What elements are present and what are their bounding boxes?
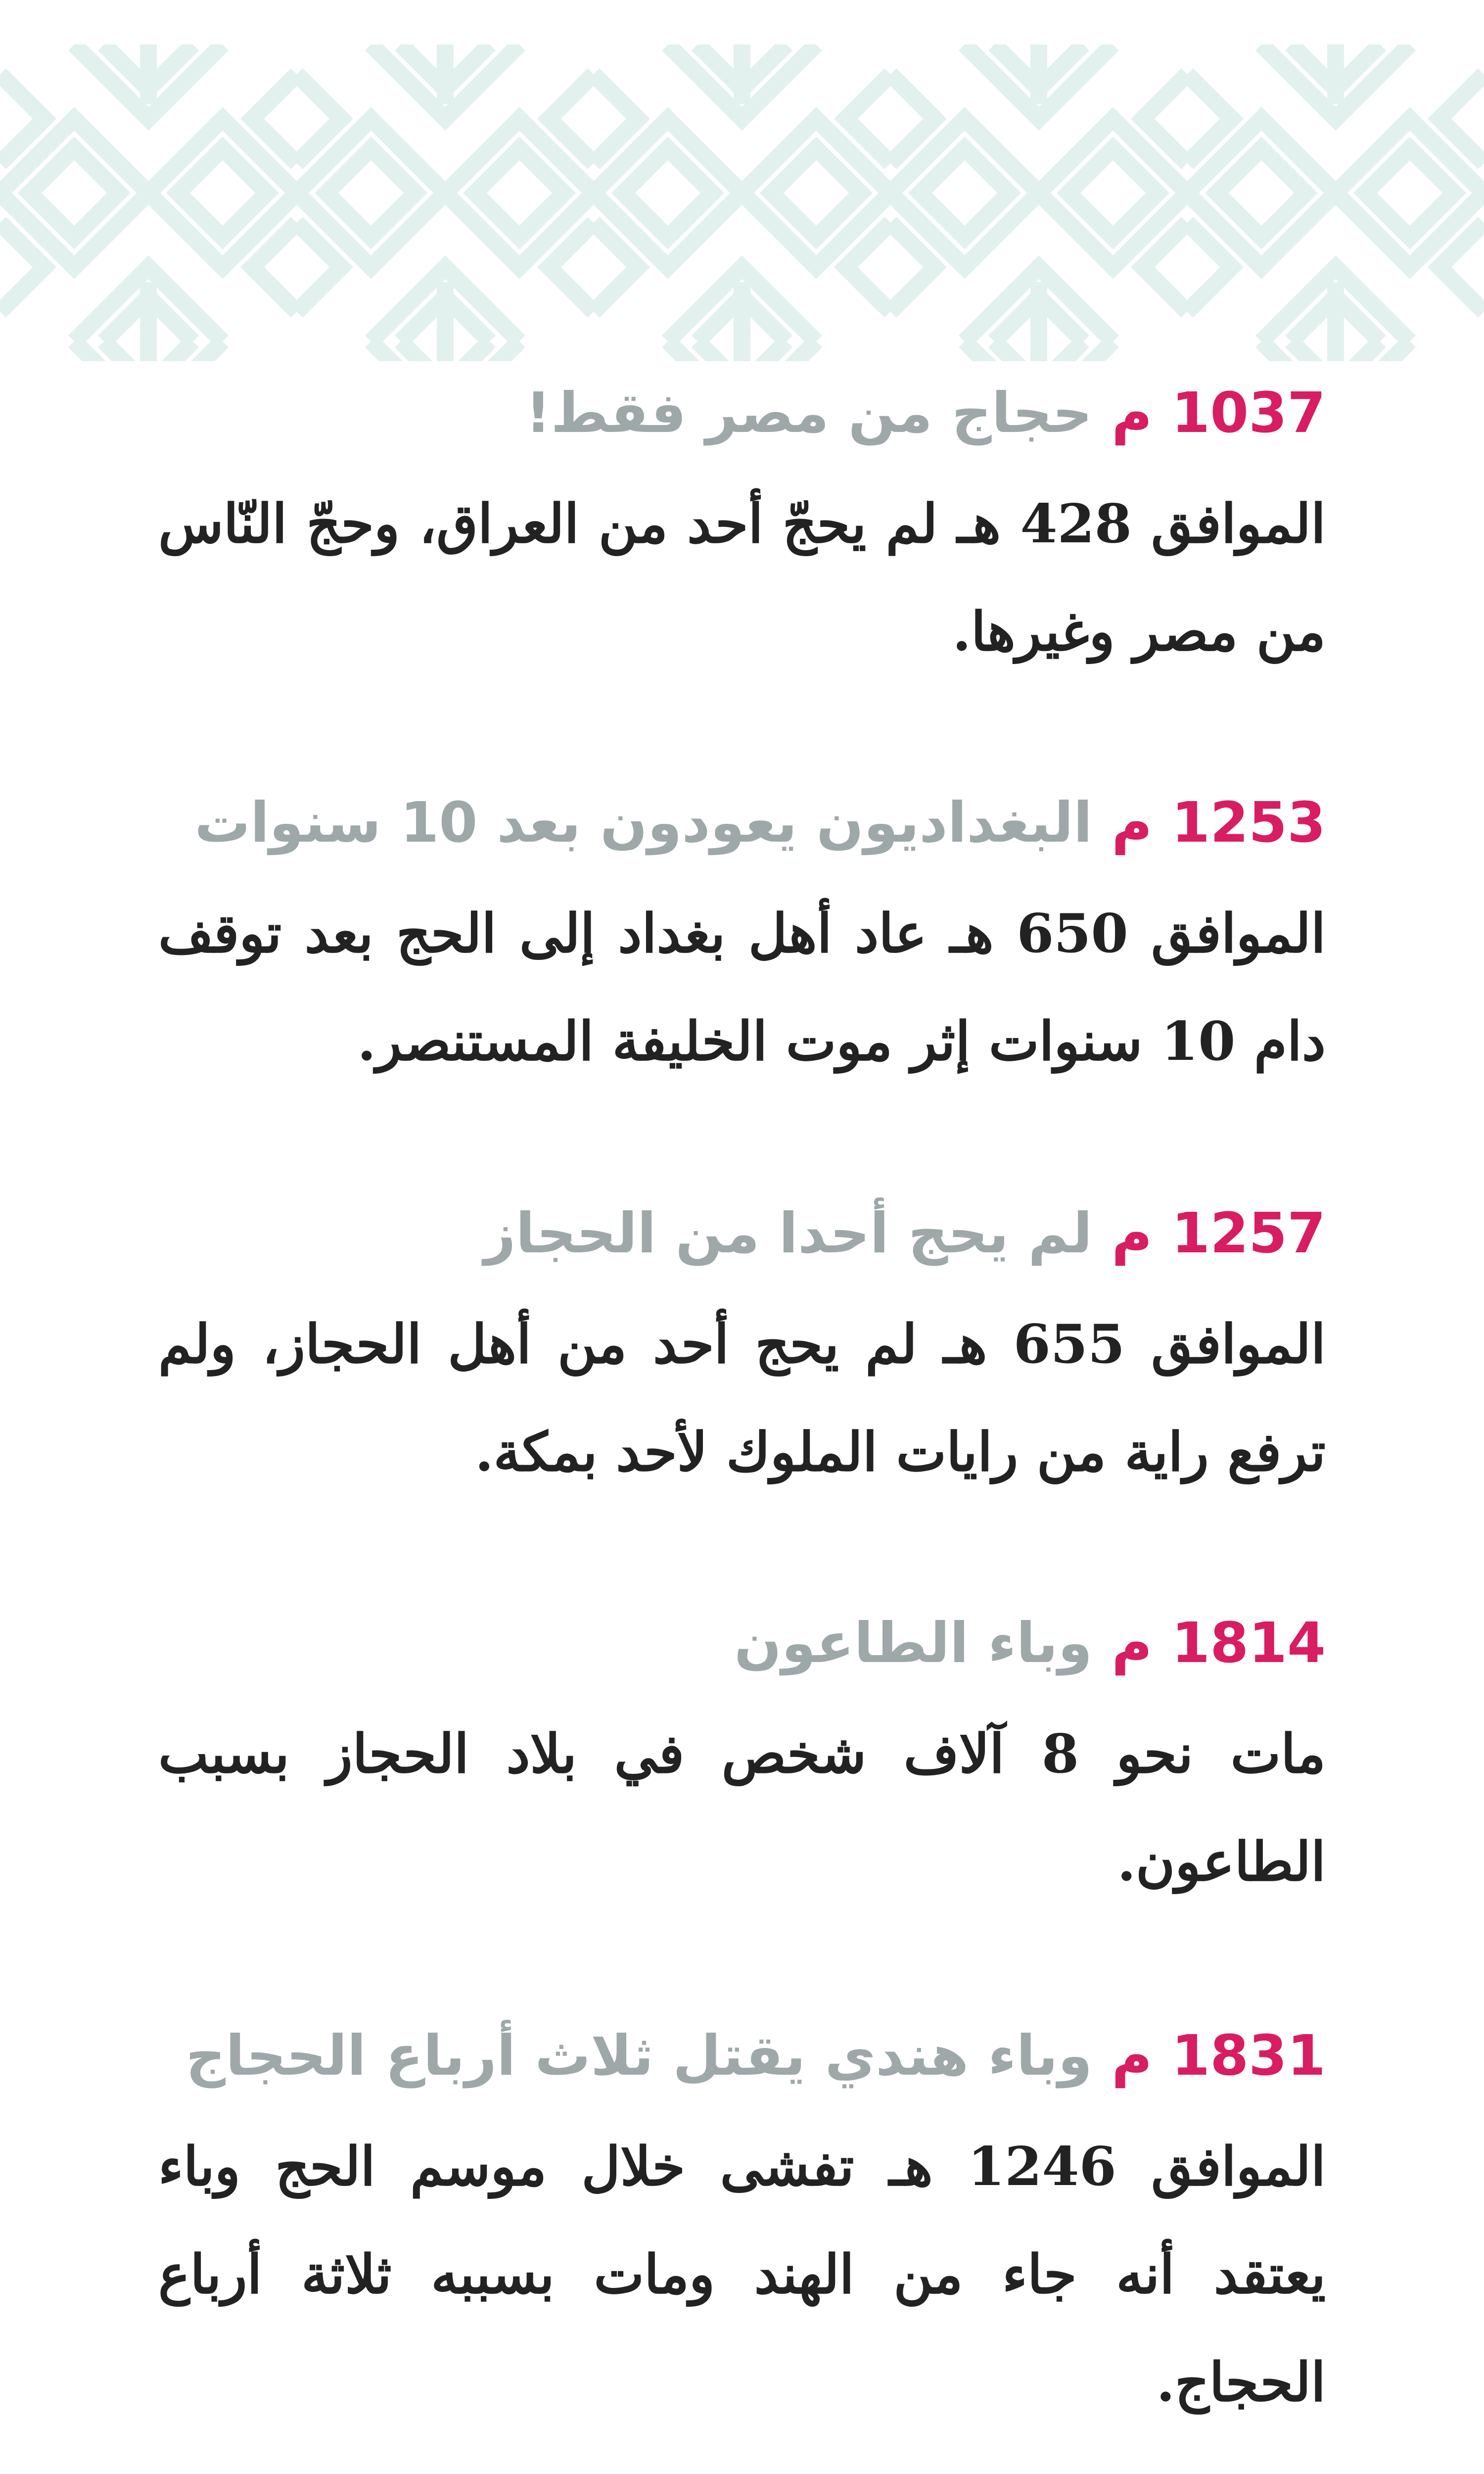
entry-title: حجاج من مصر فقط! [525, 381, 1093, 445]
entry-year: 1814 م [1112, 1611, 1326, 1675]
timeline-entry-1831 [158, 2019, 1326, 2436]
entry-heading [158, 2019, 1326, 2093]
entry-year: 1257 م [1112, 1201, 1326, 1266]
entry-body: مات نحو 8 آلاف شخص في بلاد الحجاز بسبب الطاعون. [158, 1723, 1326, 1893]
pattern-svg-top [0, 45, 1484, 361]
entry-heading [158, 376, 1326, 450]
timeline-entry-1037 [158, 376, 1326, 686]
entry-body: الموافق 1246 هـ تفشى خلال موسم الحج وباء يعتقد أنه جاء من الهند ومات بسببه ثلاثة أرباع الحجاج. [158, 2136, 1326, 2414]
timeline-entry-1253 [158, 786, 1326, 1095]
entry-body: الموافق 428 هـ لم يحجّ أحد من العراق، وحجّ النّاس من مصر وغيرها. [158, 493, 1326, 663]
entry-heading [158, 1196, 1326, 1271]
entry-body: الموافق 650 هـ عاد أهل بغداد إلى الحج بعد توقف دام 10 سنوات إثر موت الخليفة المستنصر. [158, 903, 1326, 1073]
entry-heading [158, 1606, 1326, 1680]
entry-body: الموافق 655 هـ لم يحج أحد من أهل الحجاز، ولم ترفع راية من رايات الملوك لأحد بمكة. [158, 1313, 1326, 1483]
entry-year: 1037 م [1112, 381, 1326, 445]
timeline-entry-1257 [158, 1196, 1326, 1506]
entry-year: 1831 م [1112, 2024, 1326, 2088]
entry-title: وباء هندي يقتل ثلاث أرباع الحجاج [186, 2024, 1093, 2088]
top-geometric-pattern [0, 45, 1484, 361]
entry-title: البغداديون يعودون بعد 10 سنوات [194, 791, 1093, 855]
entry-heading [158, 786, 1326, 860]
entry-title: لم يحج أحدا من الحجاز [484, 1201, 1093, 1266]
entry-year: 1253 م [1112, 791, 1326, 855]
entry-title: وباء الطاعون [734, 1611, 1093, 1675]
timeline-entry-1814 [158, 1606, 1326, 1916]
